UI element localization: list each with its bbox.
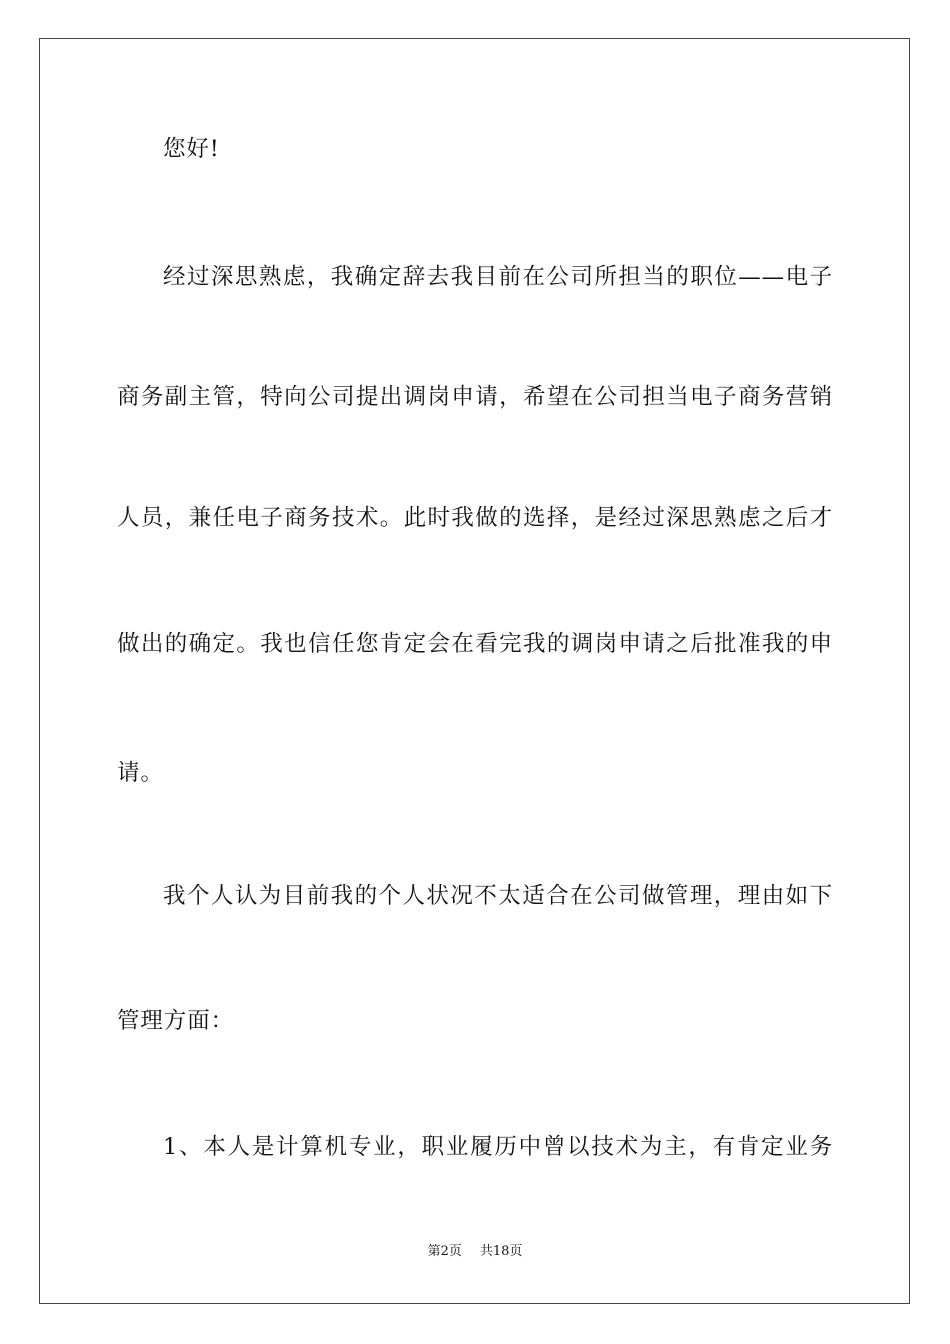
page-footer — [0, 1243, 950, 1261]
paragraph-line: 1、本人是计算机专业，职业履历中曾以技术为主，有肯定业务 — [163, 1134, 833, 1160]
paragraph-line: 人员，兼任电子商务技术。此时我做的选择，是经过深思熟虑之后才 — [117, 505, 833, 531]
paragraph-line: 经过深思熟虑，我确定辞去我目前在公司所担当的职位——电子 — [163, 264, 833, 290]
paragraph-line: 商务副主管，特向公司提出调岗申请，希望在公司担当电子商务营销 — [117, 384, 833, 410]
paragraph-line: 管理方面： — [117, 1008, 235, 1034]
page-number: 第2页 — [427, 1244, 462, 1259]
paragraph-line: 我个人认为目前我的个人状况不太适合在公司做管理，理由如下 — [163, 883, 833, 909]
page-border — [39, 38, 910, 1304]
paragraph-line: 做出的确定。我也信任您肯定会在看完我的调岗申请之后批准我的申 — [117, 631, 833, 657]
page-total: 共18页 — [479, 1244, 523, 1259]
paragraph-line: 请。 — [117, 760, 164, 786]
greeting-line: 您好! — [163, 136, 220, 162]
